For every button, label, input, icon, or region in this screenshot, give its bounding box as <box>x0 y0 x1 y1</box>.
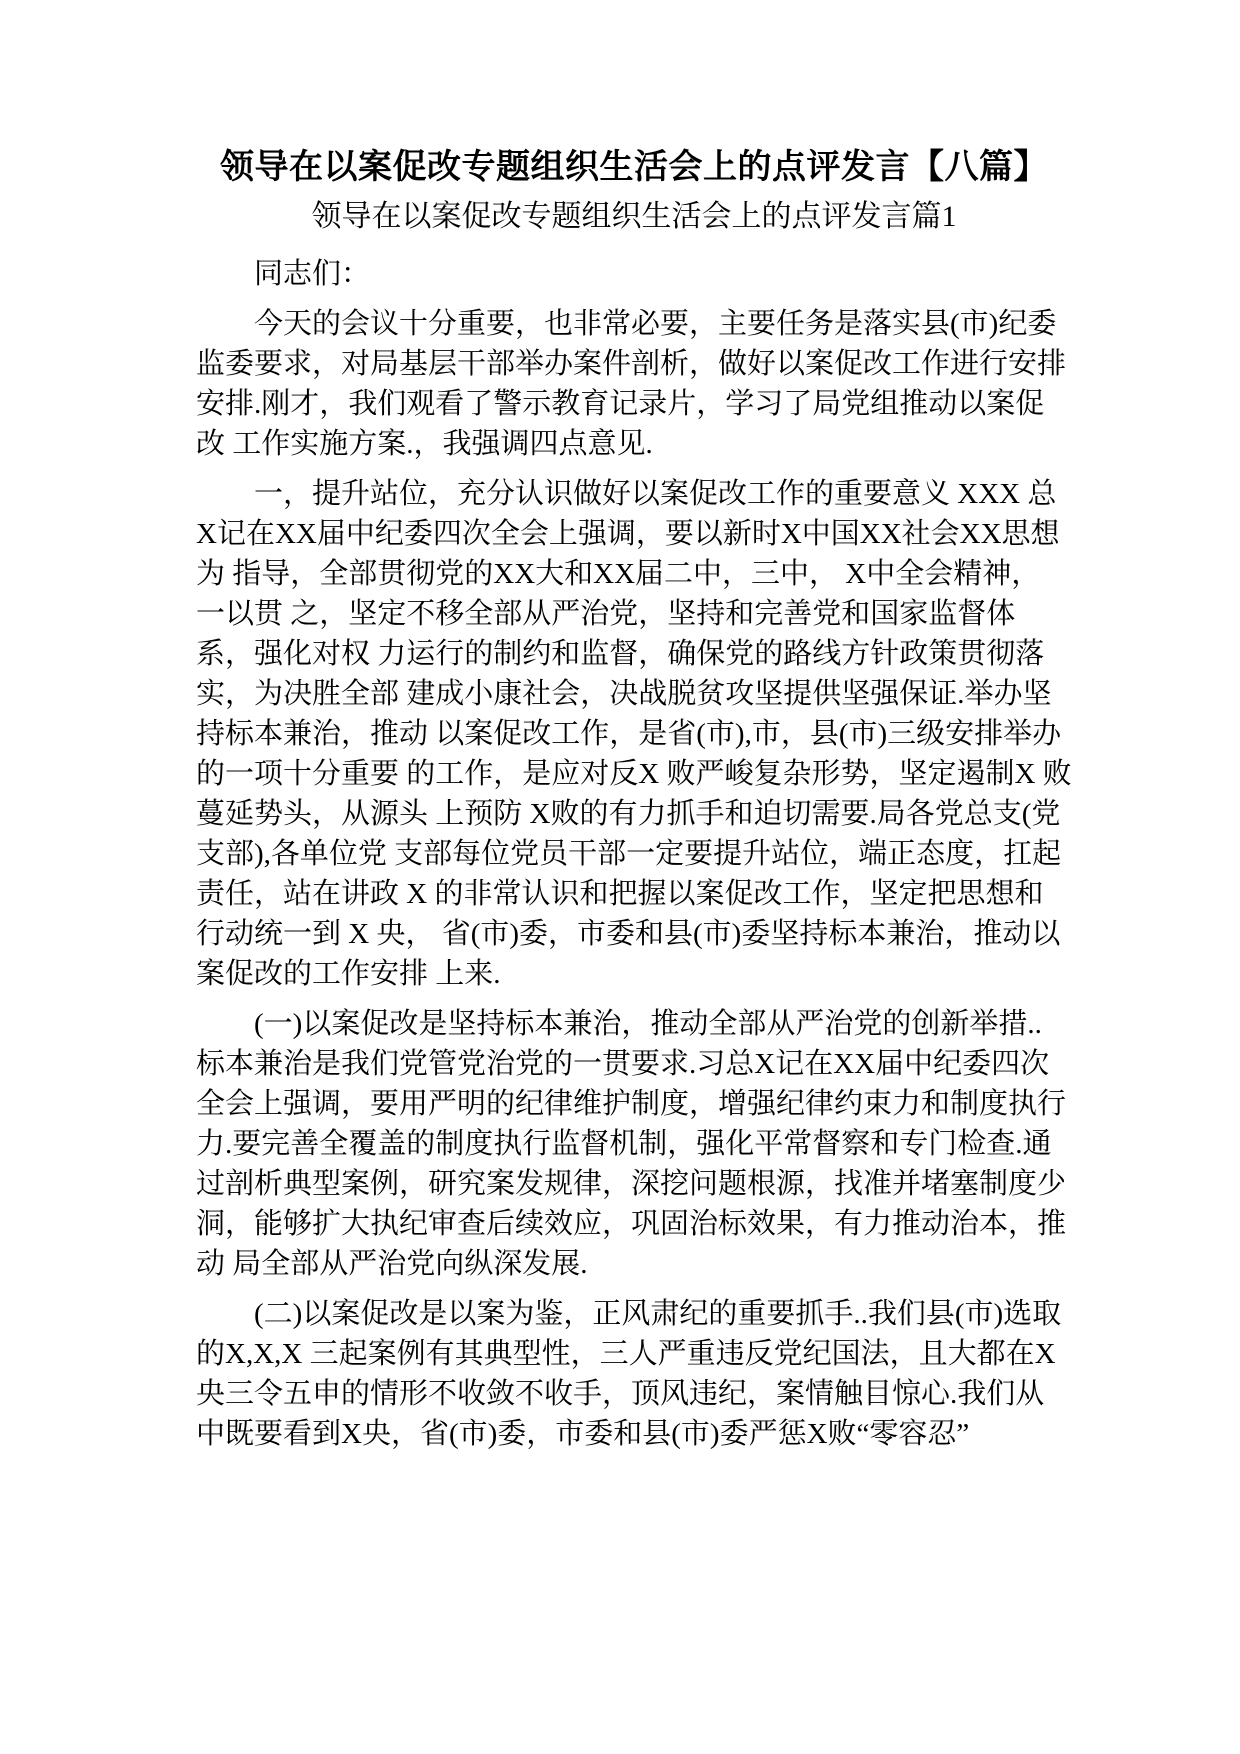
paragraph-subpoint-one: (一)以案促改是坚持标本兼治，推动全部从严治党的创新举措.. 标本兼治是我们党管党治党的一贯要求.习总X记在XX届中纪委四次 全会上强调，要用严明的纪律维护制度，增强纪律约束力和制度执行 力.要完善全覆盖的制度执行监督机制，强化平常督察和专门检查.通 过剖析典型案例，研究案发规律，深挖问题根源，找准并堵塞制度少 洞，能够扩大执纪审查后续效应，巩固治标效果，有力推动治本，推动 局全部从严治党向纵深发展. <box>196 1008 1067 1280</box>
document-title: 领导在以案促改专题组织生活会上的点评发言【八篇】 <box>220 149 1048 186</box>
salutation-line: 同志们： <box>254 258 371 290</box>
paragraph-point-one: 一，提升站位，充分认识做好以案促改工作的重要意义 XXX 总X记在XX届中纪委四次全会上强调，要以新时X中国XX社会XX思想为 指导，全部贯彻党的XX大和XX届二中，三中， X中全会精神， 一以贯 之，坚定不移全部从严治党，坚持和完善党和国家监督体系，强化对权 力运行的制约和监督，确保党的路线方针政策贯彻落实，为决胜全部 建成小康社会，决战脱贫攻坚提供坚强保证.举办坚持标本兼治，推动 以案促改工作，是省(市),市，县(市)三级安排举办的一项十分重要 的工作，是应对反X 败严峻复杂形势，坚定遏制X 败蔓延势头，从源头 上预防 X败的有力抓手和迫切需要.局各党总支(党支部),各单位党 支部每位党员干部一定要提升站位，端正态度，扛起责任，站在讲政 X 的非常认识和把握以案促改工作，坚定把思想和行动统一到 X 央， 省(市)委，市委和县(市)委坚持标本兼治，推动以案促改的工作安排 上来. <box>196 478 1072 990</box>
paragraph-subpoint-two: (二)以案促改是以案为鉴，正风肃纪的重要抓手..我们县(市)选取的X,X,X 三起案例有其典型性，三人严重违反党纪国法，且大都在X央三令五申的情形不收敛不收手，顶风违纪，案情触目惊心.我们从中既要看到X央，省(市)委，市委和县(市)委严惩X败“零容忍” <box>196 1298 1062 1450</box>
document-subtitle: 领导在以案促改专题组织生活会上的点评发言篇1 <box>311 200 957 233</box>
paragraph-intro: 今天的会议十分重要，也非常必要，主要任务是落实县(市)纪委 监委要求，对局基层干部举办案件剖析，做好以案促改工作进行安排 安排.刚才，我们观看了警示教育记录片，学习了局党组推动以案促改 工作实施方案.，我强调四点意见. <box>196 308 1067 460</box>
